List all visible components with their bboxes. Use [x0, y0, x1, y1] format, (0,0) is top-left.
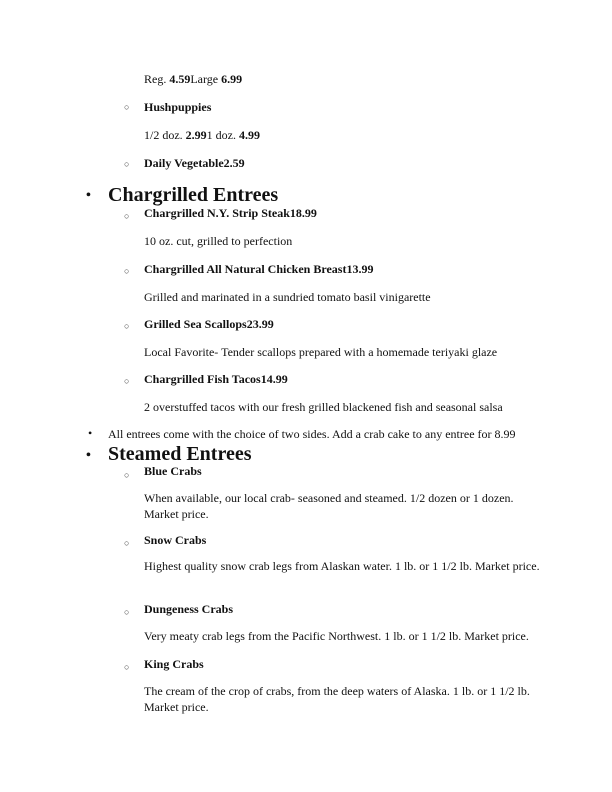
bullet-icon: • — [86, 448, 91, 463]
circle-bullet-icon: ○ — [124, 662, 130, 672]
section-heading-chargrilled: Chargrilled Entrees — [108, 184, 279, 206]
hushpuppies-prices — [144, 127, 260, 143]
item-price: 18.99 — [289, 206, 317, 220]
full-doz-price: 4.99 — [239, 128, 260, 142]
circle-bullet-icon: ○ — [124, 159, 130, 169]
item-price: 23.99 — [246, 317, 274, 331]
item-name-price — [144, 155, 245, 171]
item-description: Local Favorite- Tender scallops prepared with a homemade teriyaki glaze — [144, 345, 498, 359]
item-description: Highest quality snow crab legs from Alaskan water. 1 lb. or 1 1/2 lb. Market price. — [144, 559, 540, 573]
entrees-note: All entrees come with the choice of two sides. Add a crab cake to any entree for 8.99 — [108, 427, 516, 441]
half-doz-price: 2.99 — [185, 128, 207, 142]
item-description: Grilled and marinated in a sundried tomato basil vinigarette — [144, 290, 431, 304]
item-name: Chargrilled All Natural Chicken Breast — [144, 262, 347, 276]
full-doz-label: 1 doz. — [206, 128, 239, 142]
menu-item-title — [144, 371, 288, 387]
circle-bullet-icon: ○ — [124, 211, 130, 221]
circle-bullet-icon: ○ — [124, 266, 130, 276]
item-price: 13.99 — [346, 262, 374, 276]
circle-bullet-icon: ○ — [124, 321, 130, 331]
half-doz-label: 1/2 doz. — [144, 128, 186, 142]
circle-bullet-icon: ○ — [124, 102, 130, 112]
item-price: 14.99 — [260, 372, 288, 386]
item-description: The cream of the crop of crabs, from the deep waters of Alaska. 1 lb. or 1 1/2 lb. Market price. — [144, 684, 530, 714]
item-name: King Crabs — [144, 657, 204, 671]
item-description: 10 oz. cut, grilled to perfection — [144, 234, 293, 248]
circle-bullet-icon: ○ — [124, 538, 130, 548]
reg-label: Reg. — [144, 72, 170, 86]
item-price: 2.59 — [223, 156, 245, 170]
item-name: Grilled Sea Scallops — [144, 317, 247, 331]
circle-bullet-icon: ○ — [124, 470, 130, 480]
side-regular-large-prices — [144, 71, 242, 87]
item-name: Hushpuppies — [144, 100, 212, 114]
item-name: Snow Crabs — [144, 533, 207, 547]
circle-bullet-icon: ○ — [124, 376, 130, 386]
item-description: When available, our local crab- seasoned and steamed. 1/2 dozen or 1 dozen. Market price. — [144, 491, 514, 521]
item-name: Chargrilled Fish Tacos — [144, 372, 261, 386]
item-name: Blue Crabs — [144, 464, 202, 478]
item-name: Dungeness Crabs — [144, 602, 234, 616]
item-name: Daily Vegetable — [144, 156, 224, 170]
large-label: Large — [190, 72, 222, 86]
item-description: 2 overstuffed tacos with our fresh grilled blackened fish and seasonal salsa — [144, 400, 503, 414]
item-description: Very meaty crab legs from the Pacific Northwest. 1 lb. or 1 1/2 lb. Market price. — [144, 629, 529, 643]
circle-bullet-icon: ○ — [124, 607, 130, 617]
menu-item-title — [144, 261, 373, 277]
menu-item-title — [144, 205, 317, 221]
menu-item-title — [144, 316, 274, 332]
bullet-icon: • — [86, 188, 91, 203]
item-name: Chargrilled N.Y. Strip Steak — [144, 206, 290, 220]
bullet-icon: • — [88, 426, 93, 440]
reg-price: 4.59 — [169, 72, 191, 86]
section-heading-steamed: Steamed Entrees — [108, 443, 252, 465]
large-price: 6.99 — [221, 72, 243, 86]
